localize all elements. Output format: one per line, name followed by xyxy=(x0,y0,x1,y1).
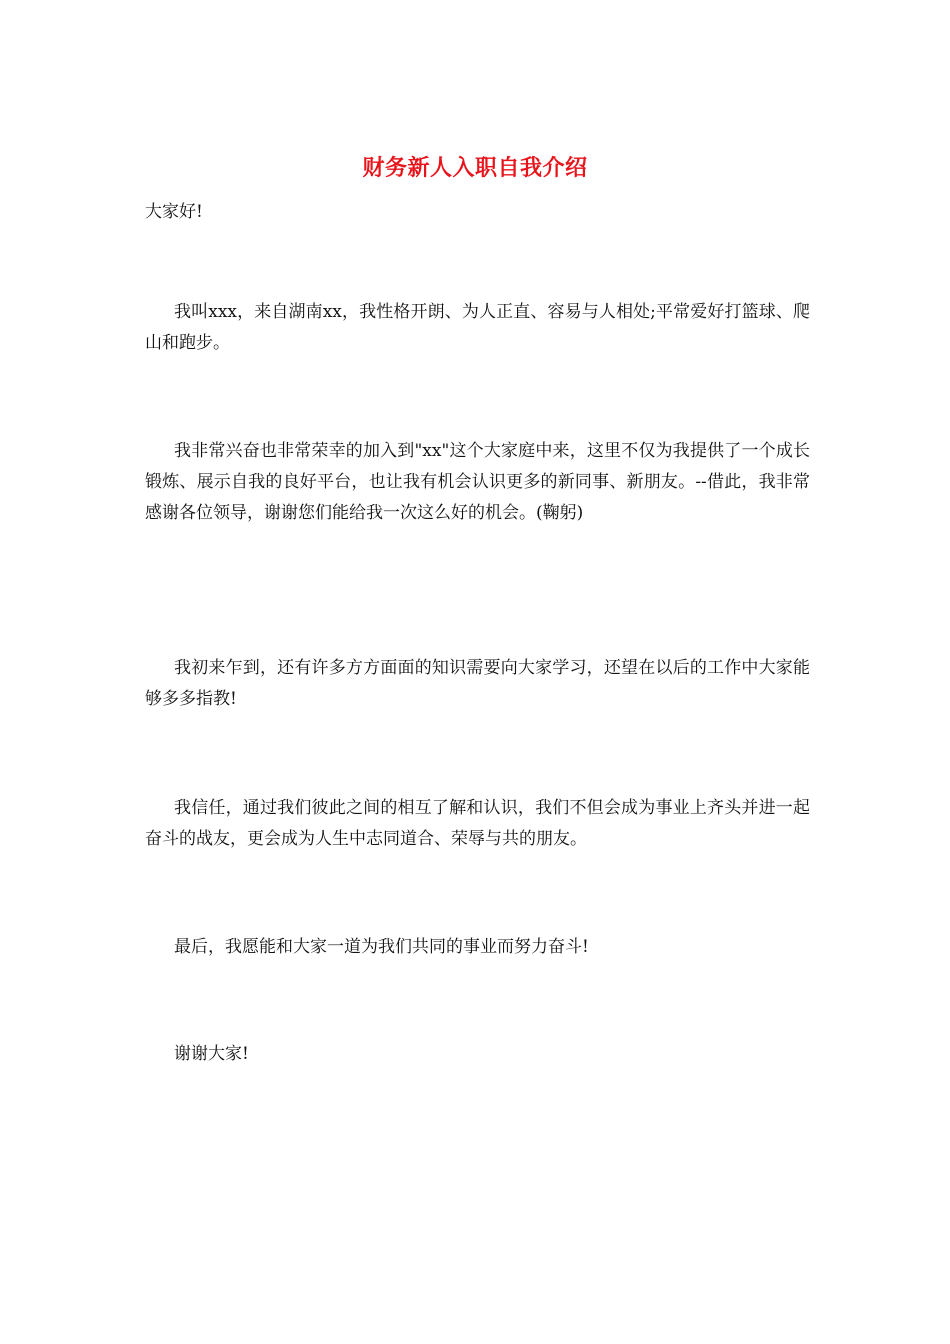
paragraph-thanks: 谢谢大家! xyxy=(174,1044,249,1064)
greeting: 大家好! xyxy=(145,202,203,222)
paragraph-intro: 我叫xxx，来自湖南xx，我性格开朗、为人正直、容易与人相处;平常爱好打篮球、爬山和跑步。 xyxy=(145,302,810,353)
paragraph-closing: 最后，我愿能和大家一道为我们共同的事业而努力奋斗! xyxy=(174,937,589,957)
paragraph-gratitude: 我非常兴奋也非常荣幸的加入到"xx"这个大家庭中来，这里不仅为我提供了一个成长锻炼、展示自我的良好平台，也让我有机会认识更多的新同事、新朋友。--借此，我非常感谢各位领导，谢谢您们能给我一次这么好的机会。(鞠躬) xyxy=(145,441,810,523)
paragraph-learning: 我初来乍到，还有许多方方面面的知识需要向大家学习，还望在以后的工作中大家能够多多指教! xyxy=(145,658,810,709)
paragraph-belief: 我信任，通过我们彼此之间的相互了解和认识，我们不但会成为事业上齐头并进一起奋斗的战友，更会成为人生中志同道合、荣辱与共的朋友。 xyxy=(145,798,810,849)
page-title: 财务新人入职自我介绍 xyxy=(362,155,588,181)
